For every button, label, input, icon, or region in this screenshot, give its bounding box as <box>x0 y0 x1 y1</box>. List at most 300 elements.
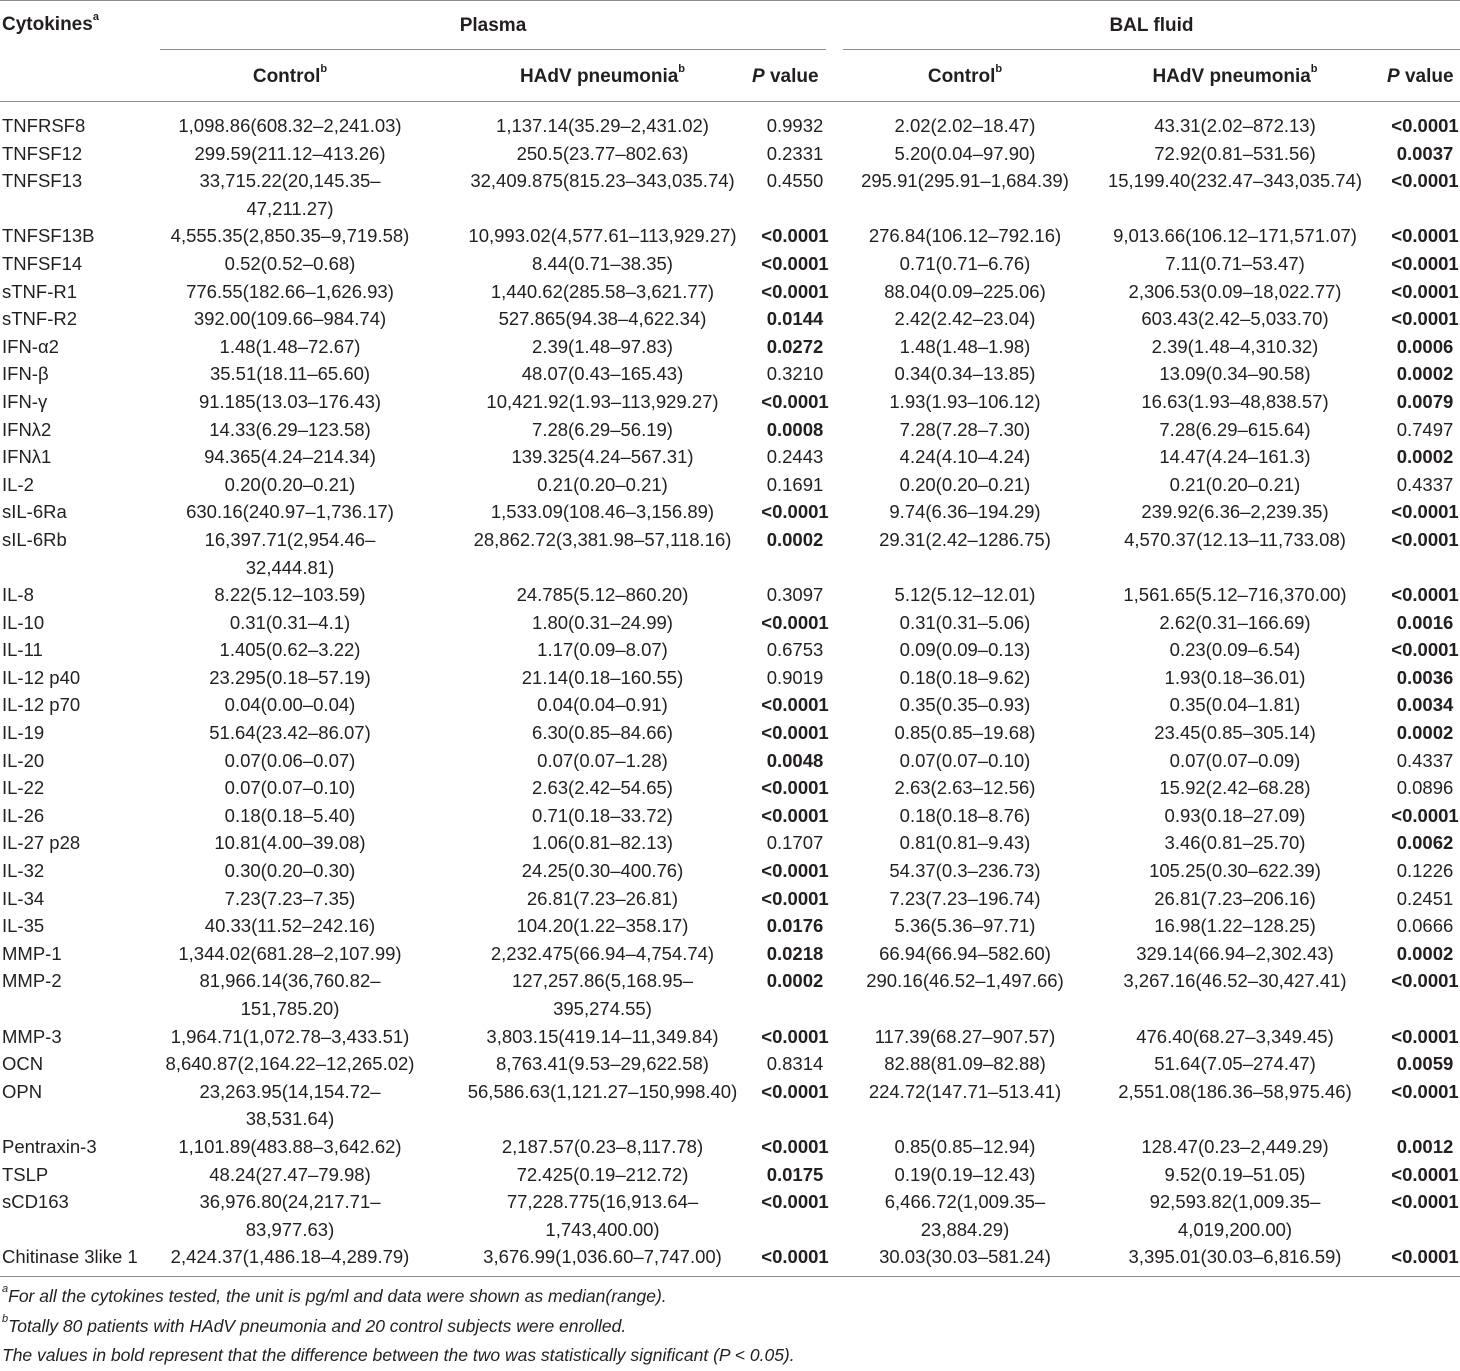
plasma-p-value-cell: <0.0001 <box>761 694 829 716</box>
plasma-p-value-cell: <0.0001 <box>761 804 829 826</box>
cytokine-name: IL-32 <box>2 860 45 882</box>
cytokine-name: sIL-6Rb <box>2 528 67 550</box>
cytokine-name: MMP-3 <box>2 1025 62 1047</box>
cytokine-name: OCN <box>2 1053 44 1075</box>
cell-line: 1.80(0.31–24.99) <box>532 611 673 633</box>
cell-line: 329.14(66.94–2,302.43) <box>1136 942 1334 964</box>
cell-line: 21.14(0.18–160.55) <box>521 666 684 688</box>
cell-line: 14.33(6.29–123.58) <box>209 418 371 440</box>
cell-line: 0.07(0.07–0.09) <box>1169 749 1301 771</box>
bal-control-cell <box>840 443 1090 471</box>
table-row <box>0 802 1460 830</box>
cell-line: 29.31(2.42–1286.75) <box>879 528 1051 550</box>
cell-line: 92,593.82(1,009.35– <box>1149 1191 1321 1213</box>
cytokine-name: OPN <box>2 1080 43 1102</box>
plasma-hadv-cell <box>440 443 765 471</box>
cell-line: 3,395.01(30.03–6,816.59) <box>1128 1246 1342 1268</box>
bal-hadv-cell <box>1100 471 1370 499</box>
cell-line: 38,531.64) <box>245 1108 335 1130</box>
bal-hadv-cell <box>1100 774 1370 802</box>
plasma-hadv-cell <box>440 526 765 554</box>
table-row <box>0 112 1460 140</box>
cell-line: 66.94(66.94–582.60) <box>879 942 1051 964</box>
plasma-p-value-cell: 0.3097 <box>766 584 824 606</box>
bal-hadv-cell <box>1100 1133 1370 1161</box>
cell-line: 2.39(1.48–97.83) <box>532 335 673 357</box>
plasma-control-cell <box>155 774 425 802</box>
bal-control-cell <box>840 912 1090 940</box>
bal-p-value-cell: <0.0001 <box>1391 252 1459 274</box>
plasma-p-value-cell: 0.9932 <box>766 115 824 136</box>
table-row <box>0 250 1460 278</box>
bal-hadv-cell <box>1100 940 1370 968</box>
bal-hadv-cell <box>1100 388 1370 416</box>
bal-control-cell <box>840 167 1090 195</box>
cytokine-name: IL-10 <box>2 611 45 633</box>
plasma-control-header: Control$^b$ <box>252 62 328 87</box>
plasma-hadv-cell <box>440 747 765 775</box>
plasma-hadv-cell <box>440 498 765 526</box>
plasma-hadv-cell <box>440 1050 765 1078</box>
cell-line: 77,228.775(16,913.64– <box>506 1191 699 1213</box>
bal-control-cell <box>840 940 1090 968</box>
bal-p-value-cell: 0.0006 <box>1396 335 1454 357</box>
cell-line: 0.23(0.09–6.54) <box>1169 639 1301 661</box>
plasma-p-value-cell: 0.1691 <box>766 473 824 495</box>
cell-line: 0.85(0.85–19.68) <box>894 722 1036 744</box>
bal-control-cell <box>840 360 1090 388</box>
bal-p-value-cell: 0.0002 <box>1396 363 1454 385</box>
bal-hadv-cell <box>1100 498 1370 526</box>
table-row <box>0 416 1460 444</box>
table-row <box>0 664 1460 692</box>
cell-line: 0.07(0.07–0.10) <box>224 777 356 799</box>
plasma-hadv-cell <box>440 857 765 885</box>
plasma-control-cell <box>155 443 425 471</box>
cell-line: 91.185(13.03–176.43) <box>198 390 382 412</box>
plasma-hadv-cell <box>440 1188 765 1243</box>
table-row <box>0 940 1460 968</box>
cell-line: 8,763.41(9.53–29,622.58) <box>496 1053 709 1075</box>
plasma-control-cell <box>155 719 425 747</box>
bal-control-cell <box>840 609 1090 637</box>
cell-line: 15,199.40(232.47–343,035.74) <box>1107 170 1363 192</box>
plasma-control-cell <box>155 581 425 609</box>
cytokine-name: MMP-2 <box>2 970 62 992</box>
bal-hadv-cell <box>1100 1161 1370 1189</box>
bal-control-cell <box>840 885 1090 913</box>
top-rule <box>0 0 1460 1</box>
cell-line: 1.48(1.48–1.98) <box>899 335 1031 357</box>
cytokine-name: TNFRSF8 <box>2 115 86 136</box>
cell-line: 3,267.16(46.52–30,427.41) <box>1123 970 1347 992</box>
bal-control-cell <box>840 140 1090 168</box>
plasma-hadv-cell <box>440 360 765 388</box>
bal-hadv-cell <box>1100 664 1370 692</box>
plasma-hadv-cell <box>440 305 765 333</box>
plasma-control-cell <box>155 636 425 664</box>
cell-line: 1,743,400.00) <box>545 1218 660 1240</box>
plasma-hadv-cell <box>440 1161 765 1189</box>
cell-line: 3.46(0.81–25.70) <box>1164 832 1306 854</box>
table-row <box>0 636 1460 664</box>
bal-hadv-cell <box>1100 857 1370 885</box>
table-row <box>0 1023 1460 1051</box>
bal-p-value-cell: <0.0001 <box>1391 225 1459 247</box>
plasma-control-cell <box>155 416 425 444</box>
plasma-hadv-cell <box>440 1133 765 1161</box>
plasma-p-value-cell: 0.2331 <box>766 142 824 164</box>
plasma-p-value-cell: <0.0001 <box>761 252 829 274</box>
bal-p-value-cell: <0.0001 <box>1391 804 1459 826</box>
cell-line: 392.00(109.66–984.74) <box>193 308 387 330</box>
plasma-hadv-cell <box>440 1023 765 1051</box>
bal-group-rule <box>843 49 1460 50</box>
bal-control-cell <box>840 774 1090 802</box>
plasma-p-value-cell: <0.0001 <box>761 1135 829 1157</box>
plasma-p-value-cell: 0.6753 <box>766 639 824 661</box>
bal-p-value-cell: 0.0062 <box>1396 832 1454 854</box>
plasma-control-cell <box>155 1243 425 1271</box>
plasma-p-value-cell: <0.0001 <box>761 390 829 412</box>
cell-line: 151,785.20) <box>240 998 340 1019</box>
cell-line: 0.52(0.52–0.68) <box>224 252 356 274</box>
plasma-control-cell <box>155 1161 425 1189</box>
cell-line: 72.92(0.81–531.56) <box>1154 142 1316 164</box>
table-row <box>0 857 1460 885</box>
plasma-control-cell <box>155 802 425 830</box>
cytokine-name: IFN-γ <box>2 390 48 412</box>
table-row <box>0 333 1460 361</box>
cell-line: 5.12(5.12–12.01) <box>894 584 1036 606</box>
cell-line: 1,964.71(1,072.78–3,433.51) <box>170 1025 410 1047</box>
bal-hadv-cell <box>1100 416 1370 444</box>
plasma-p-value-cell: 0.0175 <box>766 1163 824 1185</box>
plasma-control-cell <box>155 471 425 499</box>
cell-line: 117.39(68.27–907.57) <box>874 1025 1056 1047</box>
cytokine-name: TNFSF12 <box>2 142 83 164</box>
bal-control-cell <box>840 691 1090 719</box>
plasma-hadv-cell <box>440 636 765 664</box>
cell-line: 276.84(106.12–792.16) <box>868 225 1062 247</box>
cell-line: 104.20(1.22–358.17) <box>516 915 689 937</box>
cytokine-name: sTNF-R2 <box>2 308 78 330</box>
table-row <box>0 1133 1460 1161</box>
cell-line: 299.59(211.12–413.26) <box>194 142 386 164</box>
plasma-control-cell <box>155 140 425 168</box>
cell-line: 0.18(0.18–9.62) <box>899 666 1031 688</box>
cell-line: 32,409.875(815.23–343,035.74) <box>470 170 735 192</box>
plasma-p-value-cell: 0.3210 <box>766 363 824 385</box>
cell-line: 16.98(1.22–128.25) <box>1154 915 1316 937</box>
table-row <box>0 1078 1460 1133</box>
cell-line: 1.93(1.93–106.12) <box>889 390 1041 412</box>
plasma-control-cell <box>155 1050 425 1078</box>
cell-line: 603.43(2.42–5,033.70) <box>1141 308 1329 330</box>
cell-line: 7.28(7.28–7.30) <box>899 418 1031 440</box>
plasma-p-value-cell: 0.1707 <box>766 832 824 854</box>
cell-line: 26.81(7.23–26.81) <box>526 887 679 909</box>
cell-line: 2,232.475(66.94–4,754.74) <box>490 942 715 964</box>
bal-control-cell <box>840 278 1090 306</box>
bal-control-cell <box>840 719 1090 747</box>
cell-line: 7.11(0.71–53.47) <box>1165 252 1305 274</box>
bal-control-cell <box>840 305 1090 333</box>
plasma-control-cell <box>155 498 425 526</box>
plasma-hadv-cell <box>440 167 765 195</box>
bal-hadv-cell <box>1100 443 1370 471</box>
cytokine-name: IL-11 <box>2 639 43 661</box>
cytokine-name: IL-27 p28 <box>2 832 81 854</box>
bal-hadv-cell <box>1100 222 1370 250</box>
plasma-p-value-cell: 0.0048 <box>766 749 824 771</box>
cell-line: 7.28(6.29–56.19) <box>532 418 673 440</box>
cell-line: 40.33(11.52–242.16) <box>204 915 376 937</box>
cell-line: 1.06(0.81–82.13) <box>532 832 673 854</box>
bal-hadv-cell <box>1100 967 1370 995</box>
bal-control-cell <box>840 967 1090 995</box>
table-row <box>0 222 1460 250</box>
cell-line: 4,570.37(12.13–11,733.08) <box>1124 528 1346 550</box>
table-row <box>0 1050 1460 1078</box>
table-row <box>0 691 1460 719</box>
plasma-p-value-cell: <0.0001 <box>761 887 829 909</box>
plasma-hadv-cell <box>440 250 765 278</box>
cell-line: 0.71(0.18–33.72) <box>532 804 673 826</box>
plasma-p-value-cell: <0.0001 <box>761 1025 829 1047</box>
cell-line: 0.93(0.18–27.09) <box>1164 804 1306 826</box>
table-row <box>0 1243 1460 1271</box>
bal-p-value-cell: <0.0001 <box>1391 1080 1459 1102</box>
bal-p-value-cell: 0.2451 <box>1396 887 1454 909</box>
cell-line: 0.35(0.35–0.93) <box>899 694 1031 716</box>
cell-line: 0.19(0.19–12.43) <box>894 1163 1036 1185</box>
cytokine-name: IFNλ2 <box>2 418 52 440</box>
cell-line: 16.63(1.93–48,838.57) <box>1141 390 1329 412</box>
bal-control-cell <box>840 1161 1090 1189</box>
cytokine-name: Pentraxin-3 <box>2 1135 97 1157</box>
bal-control-cell <box>840 829 1090 857</box>
cell-line: 0.30(0.20–0.30) <box>224 860 356 882</box>
bal-p-value-cell: 0.0037 <box>1396 142 1454 164</box>
cell-line: 0.35(0.04–1.81) <box>1169 694 1301 716</box>
cell-line: 4.24(4.10–4.24) <box>899 446 1031 468</box>
cell-line: 7.23(7.23–196.74) <box>889 887 1041 909</box>
table-row <box>0 719 1460 747</box>
bal-p-value-cell: 0.4337 <box>1396 749 1454 771</box>
bal-control-cell <box>840 416 1090 444</box>
plasma-hadv-cell <box>440 609 765 637</box>
bal-fluid-header: BAL fluid <box>1109 15 1194 36</box>
plasma-hadv-cell <box>440 664 765 692</box>
plasma-p-value-cell: <0.0001 <box>761 1191 829 1213</box>
plasma-group-rule <box>160 49 826 50</box>
cytokine-name: IL-20 <box>2 749 45 771</box>
bal-hadv-header: HAdV pneumonia$^b$ <box>1152 62 1318 87</box>
cell-line: 7.28(6.29–615.64) <box>1159 418 1311 440</box>
cell-line: 23,884.29) <box>920 1218 1010 1240</box>
plasma-control-cell <box>155 829 425 857</box>
bal-p-value-cell: 0.0002 <box>1396 722 1454 744</box>
plasma-p-value-cell: 0.0144 <box>766 308 824 330</box>
bal-hadv-cell <box>1100 1023 1370 1051</box>
table-row <box>0 498 1460 526</box>
cell-line: 0.71(0.71–6.76) <box>899 252 1031 274</box>
bal-control-header: Control$^b$ <box>927 62 1003 87</box>
bal-control-cell <box>840 250 1090 278</box>
bal-p-value-cell: <0.0001 <box>1391 308 1459 330</box>
cytokine-name: sCD163 <box>2 1191 69 1213</box>
bal-p-value-cell: <0.0001 <box>1391 1246 1459 1268</box>
plasma-p-value-cell: <0.0001 <box>761 280 829 302</box>
cell-line: 0.81(0.81–9.43) <box>899 832 1031 854</box>
table-row <box>0 967 1460 1022</box>
cytokine-name: MMP-1 <box>2 942 62 964</box>
bal-p-value-cell: 0.0016 <box>1396 611 1454 633</box>
bal-hadv-cell <box>1100 581 1370 609</box>
plasma-hadv-cell <box>440 581 765 609</box>
cell-line: 13.09(0.34–90.58) <box>1159 363 1311 385</box>
plasma-control-cell <box>155 967 425 1022</box>
bal-hadv-cell <box>1100 1050 1370 1078</box>
footnotes <box>2 1282 795 1371</box>
cell-line: 0.09(0.09–0.13) <box>899 639 1031 661</box>
cell-line: 1.93(0.18–36.01) <box>1164 666 1306 688</box>
cytokine-name: IL-19 <box>2 722 45 744</box>
cell-line: 2.62(0.31–166.69) <box>1159 611 1311 633</box>
table-row <box>0 1161 1460 1189</box>
bal-hadv-cell <box>1100 609 1370 637</box>
cell-line: 26.81(7.23–206.16) <box>1154 887 1316 909</box>
cell-line: 36,976.80(24,217.71– <box>199 1191 381 1213</box>
cell-line: 33,715.22(20,145.35– <box>199 170 381 192</box>
cell-line: 0.21(0.20–0.21) <box>537 473 668 495</box>
bal-hadv-cell <box>1100 885 1370 913</box>
plasma-control-cell <box>155 388 425 416</box>
bal-hadv-cell <box>1100 802 1370 830</box>
cell-line: 3,676.99(1,036.60–7,747.00) <box>483 1246 722 1268</box>
cell-line: 239.92(6.36–2,239.35) <box>1141 501 1329 523</box>
bal-p-value-cell: 0.0002 <box>1396 446 1454 468</box>
cell-line: 0.18(0.18–5.40) <box>224 804 356 826</box>
cell-line: 54.37(0.3–236.73) <box>889 860 1041 882</box>
cytokine-name: IFN-α2 <box>2 335 59 357</box>
bal-control-cell <box>840 1133 1090 1161</box>
plasma-p-value-cell: <0.0001 <box>761 611 829 633</box>
bal-control-cell <box>840 1078 1090 1106</box>
cell-line: 0.34(0.34–13.85) <box>894 363 1036 385</box>
table-row <box>0 912 1460 940</box>
footnote-b: $^b$Totally 80 patients with HAdV pneumonia and 20 control subjects were enrolled. <box>2 1312 627 1336</box>
plasma-p-value-cell: <0.0001 <box>761 1246 829 1268</box>
cell-line: 295.91(295.91–1,684.39) <box>861 170 1069 192</box>
plasma-hadv-header: HAdV pneumonia$^b$ <box>519 62 686 87</box>
bal-hadv-cell <box>1100 360 1370 388</box>
plasma-control-cell <box>155 609 425 637</box>
bal-hadv-cell <box>1100 1243 1370 1271</box>
cell-line: 51.64(7.05–274.47) <box>1154 1053 1316 1075</box>
plasma-hadv-cell <box>440 912 765 940</box>
bal-control-cell <box>840 498 1090 526</box>
plasma-p-value-cell: <0.0001 <box>761 860 829 882</box>
cell-line: 2.42(2.42–23.04) <box>894 308 1036 330</box>
bal-hadv-cell <box>1100 719 1370 747</box>
cell-line: 128.47(0.23–2,449.29) <box>1141 1135 1329 1157</box>
plasma-control-cell <box>155 526 425 581</box>
cell-line: 2,306.53(0.09–18,022.77) <box>1128 280 1342 302</box>
cell-line: 2.02(2.02–18.47) <box>894 115 1036 136</box>
cell-line: 0.20(0.20–0.21) <box>224 473 356 495</box>
plasma-pvalue-header: P value <box>752 66 819 87</box>
cell-line: 43.31(2.02–872.13) <box>1154 115 1316 136</box>
cell-line: 10,421.92(1.93–113,929.27) <box>486 390 719 412</box>
bal-control-cell <box>840 636 1090 664</box>
cell-line: 6,466.72(1,009.35– <box>884 1191 1046 1213</box>
cytokine-name: TNFSF13 <box>2 170 83 192</box>
cell-line: 224.72(147.71–513.41) <box>868 1080 1062 1102</box>
bal-p-value-cell: <0.0001 <box>1391 170 1459 192</box>
bal-hadv-cell <box>1100 747 1370 775</box>
bal-control-cell <box>840 471 1090 499</box>
bal-hadv-cell <box>1100 112 1370 140</box>
plasma-hadv-cell <box>440 278 765 306</box>
table-row <box>0 885 1460 913</box>
bal-p-value-cell: 0.0896 <box>1396 777 1454 799</box>
cytokine-name: TNFSF13B <box>2 225 95 247</box>
cell-line: 1,101.89(483.88–3,642.62) <box>178 1135 402 1157</box>
cell-line: 14.47(4.24–161.3) <box>1159 446 1311 468</box>
bal-hadv-cell <box>1100 691 1370 719</box>
cell-line: 10.81(4.00–39.08) <box>214 832 366 854</box>
cell-line: 4,555.35(2,850.35–9,719.58) <box>170 225 410 247</box>
bal-hadv-cell <box>1100 305 1370 333</box>
table-body <box>0 112 1460 1271</box>
cell-line: 23,263.95(14,154.72– <box>199 1080 381 1102</box>
header-bottom-rule <box>0 101 1460 102</box>
footnote-a: $^a$For all the cytokines tested, the unit is pg/ml and data were shown as median(range). <box>2 1283 667 1306</box>
plasma-control-cell <box>155 885 425 913</box>
bal-p-value-cell: <0.0001 <box>1391 1025 1459 1047</box>
cytokine-name: IL-35 <box>2 915 45 937</box>
plasma-hadv-cell <box>440 333 765 361</box>
plasma-p-value-cell: 0.4550 <box>766 170 824 192</box>
plasma-p-value-cell: 0.8314 <box>766 1053 824 1075</box>
cell-line: 4,019,200.00) <box>1177 1218 1293 1240</box>
cytokine-name: TNFSF14 <box>2 252 83 274</box>
cell-line: 1,533.09(108.46–3,156.89) <box>490 501 715 523</box>
bal-control-cell <box>840 1050 1090 1078</box>
plasma-hadv-cell <box>440 967 765 1022</box>
cell-line: 0.21(0.20–0.21) <box>1169 473 1301 495</box>
bal-p-value-cell: 0.0034 <box>1396 694 1454 716</box>
cell-line: 0.04(0.04–0.91) <box>537 694 668 716</box>
bal-control-cell <box>840 664 1090 692</box>
bal-hadv-cell <box>1100 140 1370 168</box>
table-row <box>0 360 1460 388</box>
bal-p-value-cell: <0.0001 <box>1391 528 1459 550</box>
bal-hadv-cell <box>1100 333 1370 361</box>
bal-p-value-cell: <0.0001 <box>1391 280 1459 302</box>
bal-hadv-cell <box>1100 250 1370 278</box>
plasma-hadv-cell <box>440 222 765 250</box>
cytokine-name: IL-22 <box>2 777 45 799</box>
table-row <box>0 526 1460 581</box>
plasma-control-cell <box>155 664 425 692</box>
cytokine-name: IFNλ1 <box>2 446 52 468</box>
cell-line: 630.16(240.97–1,736.17) <box>186 501 394 523</box>
bal-control-cell <box>840 112 1090 140</box>
bal-p-value-cell: <0.0001 <box>1391 115 1459 136</box>
